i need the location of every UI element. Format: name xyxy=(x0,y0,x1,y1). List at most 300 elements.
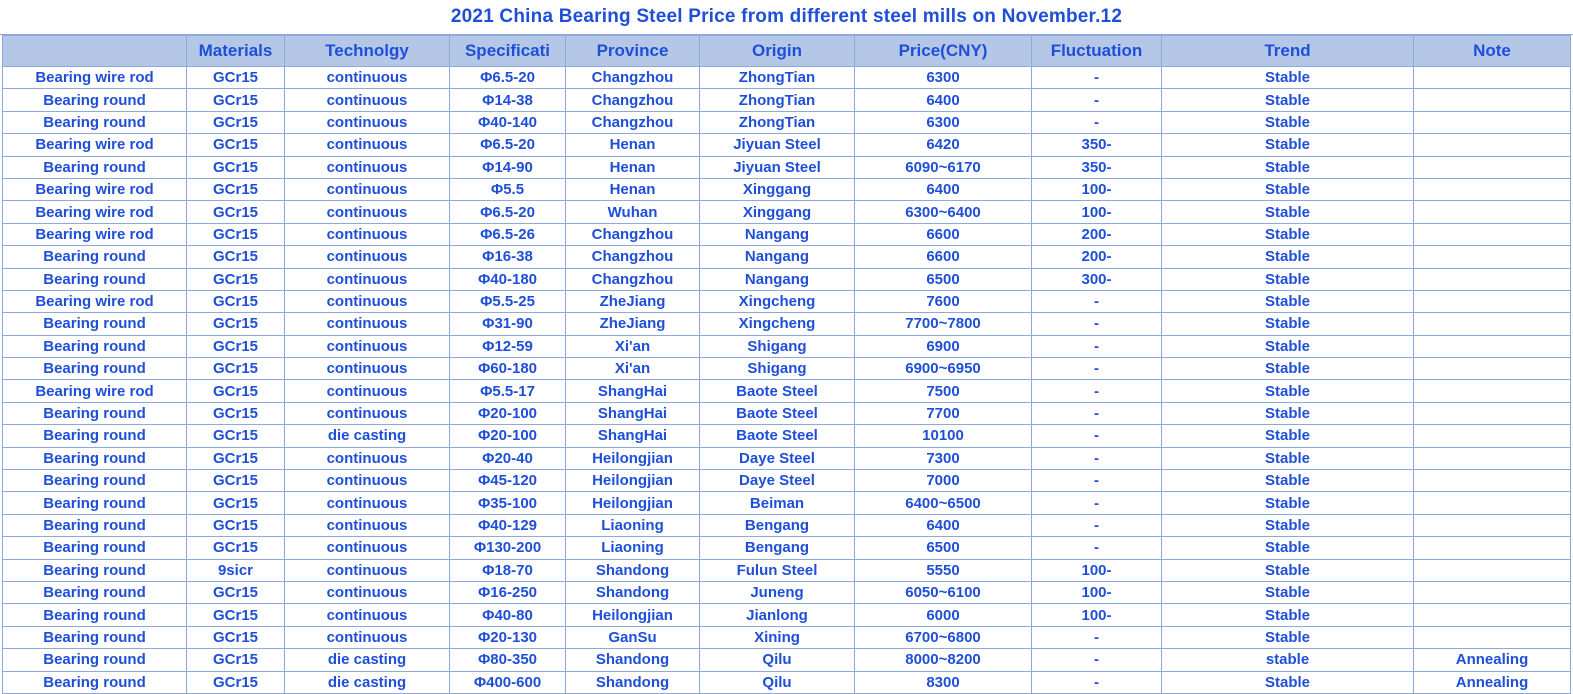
specification-cell: Φ40-140 xyxy=(450,111,566,133)
table-row xyxy=(3,313,1571,335)
technology-cell: continuous xyxy=(285,223,450,245)
technology-cell: continuous xyxy=(285,156,450,178)
price-cell: 6050~6100 xyxy=(855,581,1032,603)
note-cell xyxy=(1414,604,1571,626)
origin-cell: Qilu xyxy=(700,671,855,693)
price-cell: 6600 xyxy=(855,246,1032,268)
origin-cell: Bengang xyxy=(700,537,855,559)
fluctuation-cell: - xyxy=(1032,514,1162,536)
materials-cell: GCr15 xyxy=(187,111,285,133)
origin-cell: Xinggang xyxy=(700,178,855,200)
price-cell: 7300 xyxy=(855,447,1032,469)
note-cell xyxy=(1414,581,1571,603)
technology-cell: continuous xyxy=(285,268,450,290)
specification-cell: Φ5.5 xyxy=(450,178,566,200)
origin-cell: Beiman xyxy=(700,492,855,514)
province-cell: Changzhou xyxy=(566,111,700,133)
product-cell: Bearing wire rod xyxy=(3,178,187,200)
note-cell xyxy=(1414,290,1571,312)
province-cell: Heilongjian xyxy=(566,604,700,626)
note-cell xyxy=(1414,178,1571,200)
page-title: 2021 China Bearing Steel Price from different steel mills on November.12 xyxy=(450,6,1123,27)
product-cell: Bearing round xyxy=(3,425,187,447)
province-cell: Shandong xyxy=(566,581,700,603)
fluctuation-cell: 200- xyxy=(1032,223,1162,245)
table-row xyxy=(3,358,1571,380)
fluctuation-cell: - xyxy=(1032,313,1162,335)
specification-cell: Φ60-180 xyxy=(450,358,566,380)
specification-cell: Φ18-70 xyxy=(450,559,566,581)
product-cell: Bearing round xyxy=(3,514,187,536)
product-cell: Bearing round xyxy=(3,402,187,424)
origin-cell: Baote Steel xyxy=(700,402,855,424)
trend-cell: Stable xyxy=(1162,425,1414,447)
note-cell xyxy=(1414,425,1571,447)
origin-cell: Nangang xyxy=(700,223,855,245)
table-row xyxy=(3,671,1571,693)
specification-cell: Φ20-100 xyxy=(450,402,566,424)
materials-cell: GCr15 xyxy=(187,268,285,290)
trend-cell: Stable xyxy=(1162,514,1414,536)
trend-cell: Stable xyxy=(1162,402,1414,424)
product-cell: Bearing round xyxy=(3,447,187,469)
technology-cell: continuous xyxy=(285,178,450,200)
table-row xyxy=(3,470,1571,492)
materials-cell: GCr15 xyxy=(187,581,285,603)
technology-cell: continuous xyxy=(285,201,450,223)
trend-cell: Stable xyxy=(1162,559,1414,581)
fluctuation-cell: - xyxy=(1032,89,1162,111)
fluctuation-cell: 350- xyxy=(1032,134,1162,156)
table-row xyxy=(3,425,1571,447)
note-cell xyxy=(1414,447,1571,469)
specification-cell: Φ40-180 xyxy=(450,268,566,290)
origin-cell: Jiyuan Steel xyxy=(700,156,855,178)
technology-cell: continuous xyxy=(285,492,450,514)
trend-cell: Stable xyxy=(1162,380,1414,402)
product-cell: Bearing wire rod xyxy=(3,290,187,312)
fluctuation-cell: - xyxy=(1032,380,1162,402)
product-cell: Bearing wire rod xyxy=(3,223,187,245)
price-cell: 6500 xyxy=(855,268,1032,290)
column-header-price: Price(CNY) xyxy=(855,36,1032,67)
note-cell xyxy=(1414,358,1571,380)
trend-cell: Stable xyxy=(1162,604,1414,626)
specification-cell: Φ40-80 xyxy=(450,604,566,626)
trend-cell: Stable xyxy=(1162,358,1414,380)
fluctuation-cell: - xyxy=(1032,67,1162,89)
table-row xyxy=(3,380,1571,402)
technology-cell: continuous xyxy=(285,402,450,424)
table-row xyxy=(3,447,1571,469)
province-cell: Changzhou xyxy=(566,223,700,245)
specification-cell: Φ16-38 xyxy=(450,246,566,268)
price-cell: 6600 xyxy=(855,223,1032,245)
specification-cell: Φ35-100 xyxy=(450,492,566,514)
trend-cell: Stable xyxy=(1162,313,1414,335)
materials-cell: GCr15 xyxy=(187,671,285,693)
materials-cell: GCr15 xyxy=(187,290,285,312)
specification-cell: Φ45-120 xyxy=(450,470,566,492)
origin-cell: Nangang xyxy=(700,268,855,290)
product-cell: Bearing wire rod xyxy=(3,134,187,156)
fluctuation-cell: - xyxy=(1032,402,1162,424)
fluctuation-cell: - xyxy=(1032,649,1162,671)
origin-cell: Bengang xyxy=(700,514,855,536)
fluctuation-cell: - xyxy=(1032,470,1162,492)
technology-cell: continuous xyxy=(285,380,450,402)
province-cell: Changzhou xyxy=(566,246,700,268)
materials-cell: GCr15 xyxy=(187,425,285,447)
province-cell: Shandong xyxy=(566,559,700,581)
product-cell: Bearing round xyxy=(3,671,187,693)
specification-cell: Φ6.5-20 xyxy=(450,201,566,223)
note-cell xyxy=(1414,67,1571,89)
technology-cell: continuous xyxy=(285,447,450,469)
price-cell: 7600 xyxy=(855,290,1032,312)
materials-cell: GCr15 xyxy=(187,470,285,492)
specification-cell: Φ12-59 xyxy=(450,335,566,357)
technology-cell: continuous xyxy=(285,470,450,492)
table-row xyxy=(3,201,1571,223)
province-cell: Changzhou xyxy=(566,268,700,290)
province-cell: Heilongjian xyxy=(566,470,700,492)
specification-cell: Φ20-100 xyxy=(450,425,566,447)
origin-cell: Shigang xyxy=(700,358,855,380)
price-cell: 6400 xyxy=(855,178,1032,200)
trend-cell: Stable xyxy=(1162,111,1414,133)
trend-cell: Stable xyxy=(1162,581,1414,603)
technology-cell: die casting xyxy=(285,649,450,671)
price-cell: 10100 xyxy=(855,425,1032,447)
column-header-province: Province xyxy=(566,36,700,67)
origin-cell: Xinggang xyxy=(700,201,855,223)
price-cell: 8300 xyxy=(855,671,1032,693)
price-cell: 7500 xyxy=(855,380,1032,402)
technology-cell: continuous xyxy=(285,134,450,156)
note-cell xyxy=(1414,380,1571,402)
product-cell: Bearing round xyxy=(3,313,187,335)
specification-cell: Φ130-200 xyxy=(450,537,566,559)
specification-cell: Φ400-600 xyxy=(450,671,566,693)
fluctuation-cell: - xyxy=(1032,358,1162,380)
column-header-product xyxy=(3,36,187,67)
origin-cell: Baote Steel xyxy=(700,425,855,447)
note-cell xyxy=(1414,492,1571,514)
table-row xyxy=(3,335,1571,357)
trend-cell: Stable xyxy=(1162,335,1414,357)
materials-cell: GCr15 xyxy=(187,402,285,424)
technology-cell: continuous xyxy=(285,581,450,603)
table-row xyxy=(3,246,1571,268)
table-row xyxy=(3,67,1571,89)
technology-cell: continuous xyxy=(285,358,450,380)
materials-cell: GCr15 xyxy=(187,223,285,245)
province-cell: Heilongjian xyxy=(566,492,700,514)
materials-cell: GCr15 xyxy=(187,178,285,200)
province-cell: Henan xyxy=(566,134,700,156)
materials-cell: 9sicr xyxy=(187,559,285,581)
origin-cell: Fulun Steel xyxy=(700,559,855,581)
trend-cell: Stable xyxy=(1162,134,1414,156)
product-cell: Bearing round xyxy=(3,581,187,603)
price-table xyxy=(2,35,1571,694)
origin-cell: Baote Steel xyxy=(700,380,855,402)
product-cell: Bearing round xyxy=(3,268,187,290)
price-cell: 6300~6400 xyxy=(855,201,1032,223)
technology-cell: continuous xyxy=(285,89,450,111)
column-header-trend: Trend xyxy=(1162,36,1414,67)
fluctuation-cell: - xyxy=(1032,447,1162,469)
origin-cell: Juneng xyxy=(700,581,855,603)
technology-cell: continuous xyxy=(285,604,450,626)
table-header-row xyxy=(3,36,1571,67)
product-cell: Bearing round xyxy=(3,649,187,671)
table-row xyxy=(3,402,1571,424)
price-cell: 6420 xyxy=(855,134,1032,156)
table-row xyxy=(3,134,1571,156)
price-cell: 6400~6500 xyxy=(855,492,1032,514)
trend-cell: Stable xyxy=(1162,67,1414,89)
technology-cell: die casting xyxy=(285,671,450,693)
specification-cell: Φ80-350 xyxy=(450,649,566,671)
table-row xyxy=(3,492,1571,514)
price-cell: 6400 xyxy=(855,514,1032,536)
origin-cell: ZhongTian xyxy=(700,89,855,111)
province-cell: Xi'an xyxy=(566,358,700,380)
note-cell xyxy=(1414,111,1571,133)
specification-cell: Φ31-90 xyxy=(450,313,566,335)
product-cell: Bearing wire rod xyxy=(3,67,187,89)
trend-cell: Stable xyxy=(1162,246,1414,268)
province-cell: Wuhan xyxy=(566,201,700,223)
price-cell: 6090~6170 xyxy=(855,156,1032,178)
table-row xyxy=(3,156,1571,178)
title-row xyxy=(0,0,1573,35)
note-cell xyxy=(1414,335,1571,357)
trend-cell: Stable xyxy=(1162,492,1414,514)
origin-cell: Xining xyxy=(700,626,855,648)
table-row xyxy=(3,581,1571,603)
fluctuation-cell: 100- xyxy=(1032,178,1162,200)
fluctuation-cell: - xyxy=(1032,671,1162,693)
fluctuation-cell: - xyxy=(1032,492,1162,514)
origin-cell: Qilu xyxy=(700,649,855,671)
specification-cell: Φ6.5-20 xyxy=(450,67,566,89)
note-cell xyxy=(1414,246,1571,268)
materials-cell: GCr15 xyxy=(187,156,285,178)
technology-cell: continuous xyxy=(285,290,450,312)
product-cell: Bearing round xyxy=(3,604,187,626)
province-cell: Henan xyxy=(566,178,700,200)
table-row xyxy=(3,178,1571,200)
materials-cell: GCr15 xyxy=(187,89,285,111)
origin-cell: Jianlong xyxy=(700,604,855,626)
province-cell: ShangHai xyxy=(566,402,700,424)
specification-cell: Φ6.5-20 xyxy=(450,134,566,156)
origin-cell: Shigang xyxy=(700,335,855,357)
trend-cell: Stable xyxy=(1162,268,1414,290)
fluctuation-cell: - xyxy=(1032,111,1162,133)
materials-cell: GCr15 xyxy=(187,380,285,402)
province-cell: ShangHai xyxy=(566,425,700,447)
fluctuation-cell: 100- xyxy=(1032,201,1162,223)
product-cell: Bearing round xyxy=(3,111,187,133)
technology-cell: continuous xyxy=(285,335,450,357)
column-header-fluctuation: Fluctuation xyxy=(1032,36,1162,67)
materials-cell: GCr15 xyxy=(187,492,285,514)
column-header-materials: Materials xyxy=(187,36,285,67)
note-cell xyxy=(1414,470,1571,492)
note-cell: Annealing xyxy=(1414,649,1571,671)
fluctuation-cell: - xyxy=(1032,290,1162,312)
price-cell: 6900~6950 xyxy=(855,358,1032,380)
origin-cell: Xingcheng xyxy=(700,290,855,312)
province-cell: ShangHai xyxy=(566,380,700,402)
technology-cell: continuous xyxy=(285,626,450,648)
price-cell: 6300 xyxy=(855,111,1032,133)
price-cell: 7000 xyxy=(855,470,1032,492)
price-cell: 6900 xyxy=(855,335,1032,357)
origin-cell: ZhongTian xyxy=(700,111,855,133)
materials-cell: GCr15 xyxy=(187,201,285,223)
note-cell xyxy=(1414,156,1571,178)
table-row xyxy=(3,111,1571,133)
technology-cell: continuous xyxy=(285,246,450,268)
trend-cell: Stable xyxy=(1162,290,1414,312)
materials-cell: GCr15 xyxy=(187,246,285,268)
product-cell: Bearing round xyxy=(3,470,187,492)
note-cell xyxy=(1414,537,1571,559)
trend-cell: Stable xyxy=(1162,537,1414,559)
fluctuation-cell: - xyxy=(1032,537,1162,559)
product-cell: Bearing wire rod xyxy=(3,380,187,402)
technology-cell: continuous xyxy=(285,559,450,581)
materials-cell: GCr15 xyxy=(187,537,285,559)
specification-cell: Φ20-40 xyxy=(450,447,566,469)
materials-cell: GCr15 xyxy=(187,626,285,648)
province-cell: ZheJiang xyxy=(566,290,700,312)
fluctuation-cell: 350- xyxy=(1032,156,1162,178)
table-row xyxy=(3,268,1571,290)
column-header-technology: Technolgy xyxy=(285,36,450,67)
table-row xyxy=(3,604,1571,626)
fluctuation-cell: 100- xyxy=(1032,581,1162,603)
price-cell: 6000 xyxy=(855,604,1032,626)
note-cell xyxy=(1414,89,1571,111)
materials-cell: GCr15 xyxy=(187,649,285,671)
note-cell xyxy=(1414,134,1571,156)
specification-cell: Φ16-250 xyxy=(450,581,566,603)
province-cell: Changzhou xyxy=(566,67,700,89)
fluctuation-cell: - xyxy=(1032,335,1162,357)
province-cell: ZheJiang xyxy=(566,313,700,335)
product-cell: Bearing round xyxy=(3,156,187,178)
table-row xyxy=(3,290,1571,312)
table-row xyxy=(3,649,1571,671)
product-cell: Bearing round xyxy=(3,626,187,648)
price-cell: 5550 xyxy=(855,559,1032,581)
materials-cell: GCr15 xyxy=(187,335,285,357)
province-cell: Changzhou xyxy=(566,89,700,111)
technology-cell: continuous xyxy=(285,111,450,133)
materials-cell: GCr15 xyxy=(187,313,285,335)
table-row xyxy=(3,89,1571,111)
materials-cell: GCr15 xyxy=(187,358,285,380)
province-cell: Liaoning xyxy=(566,537,700,559)
price-cell: 8000~8200 xyxy=(855,649,1032,671)
product-cell: Bearing round xyxy=(3,89,187,111)
specification-cell: Φ20-130 xyxy=(450,626,566,648)
price-cell: 7700 xyxy=(855,402,1032,424)
product-cell: Bearing round xyxy=(3,559,187,581)
note-cell xyxy=(1414,626,1571,648)
province-cell: Xi'an xyxy=(566,335,700,357)
product-cell: Bearing round xyxy=(3,358,187,380)
price-cell: 6700~6800 xyxy=(855,626,1032,648)
price-cell: 7700~7800 xyxy=(855,313,1032,335)
technology-cell: continuous xyxy=(285,313,450,335)
product-cell: Bearing round xyxy=(3,335,187,357)
column-header-specification: Specificati xyxy=(450,36,566,67)
note-cell xyxy=(1414,201,1571,223)
origin-cell: Jiyuan Steel xyxy=(700,134,855,156)
trend-cell: Stable xyxy=(1162,671,1414,693)
table-row xyxy=(3,559,1571,581)
trend-cell: Stable xyxy=(1162,178,1414,200)
trend-cell: Stable xyxy=(1162,470,1414,492)
province-cell: Shandong xyxy=(566,671,700,693)
materials-cell: GCr15 xyxy=(187,447,285,469)
specification-cell: Φ40-129 xyxy=(450,514,566,536)
product-cell: Bearing round xyxy=(3,246,187,268)
materials-cell: GCr15 xyxy=(187,134,285,156)
specification-cell: Φ5.5-25 xyxy=(450,290,566,312)
trend-cell: Stable xyxy=(1162,626,1414,648)
technology-cell: continuous xyxy=(285,514,450,536)
technology-cell: continuous xyxy=(285,537,450,559)
fluctuation-cell: - xyxy=(1032,626,1162,648)
province-cell: GanSu xyxy=(566,626,700,648)
fluctuation-cell: - xyxy=(1032,425,1162,447)
table-row xyxy=(3,626,1571,648)
fluctuation-cell: 100- xyxy=(1032,604,1162,626)
specification-cell: Φ14-38 xyxy=(450,89,566,111)
trend-cell: Stable xyxy=(1162,89,1414,111)
province-cell: Shandong xyxy=(566,649,700,671)
product-cell: Bearing round xyxy=(3,537,187,559)
fluctuation-cell: 200- xyxy=(1032,246,1162,268)
province-cell: Liaoning xyxy=(566,514,700,536)
product-cell: Bearing round xyxy=(3,492,187,514)
column-header-origin: Origin xyxy=(700,36,855,67)
trend-cell: Stable xyxy=(1162,201,1414,223)
origin-cell: Daye Steel xyxy=(700,470,855,492)
fluctuation-cell: 100- xyxy=(1032,559,1162,581)
specification-cell: Φ6.5-26 xyxy=(450,223,566,245)
table-row xyxy=(3,223,1571,245)
price-cell: 6300 xyxy=(855,67,1032,89)
specification-cell: Φ14-90 xyxy=(450,156,566,178)
trend-cell: stable xyxy=(1162,649,1414,671)
technology-cell: die casting xyxy=(285,425,450,447)
column-header-note: Note xyxy=(1414,36,1571,67)
table-row xyxy=(3,537,1571,559)
materials-cell: GCr15 xyxy=(187,514,285,536)
trend-cell: Stable xyxy=(1162,447,1414,469)
technology-cell: continuous xyxy=(285,67,450,89)
materials-cell: GCr15 xyxy=(187,67,285,89)
